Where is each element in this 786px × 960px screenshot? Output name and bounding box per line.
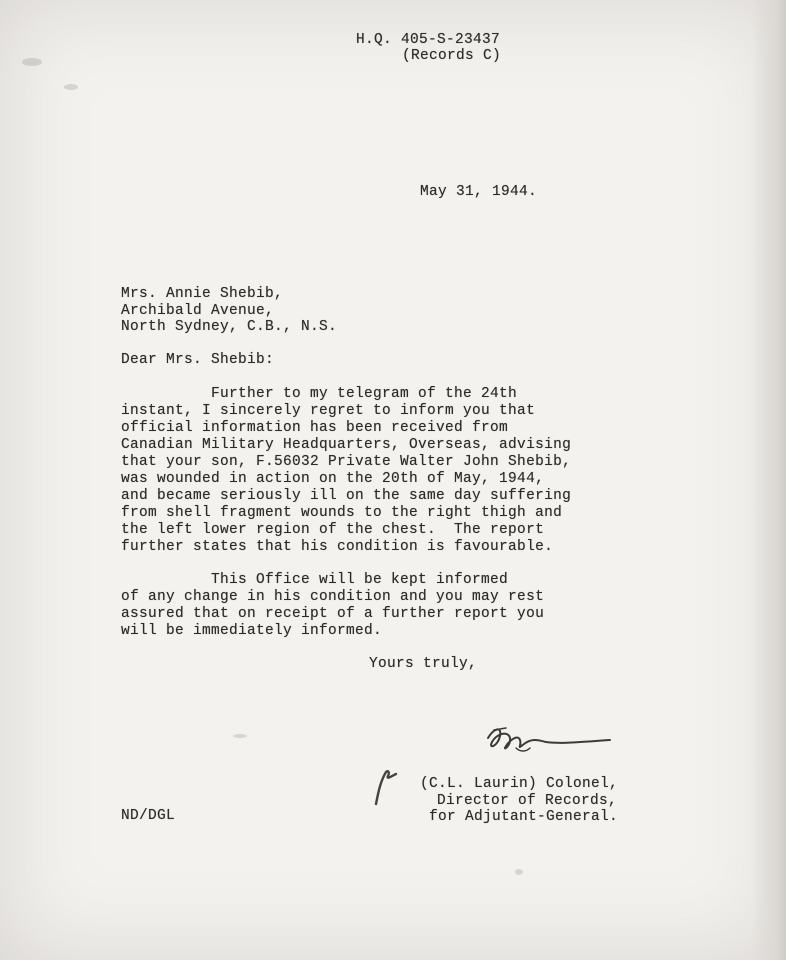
complimentary-closing: Yours truly, [369, 656, 478, 672]
paper-edge-shadow [752, 0, 786, 960]
letter-date: May 31, 1944. [420, 184, 538, 200]
recipient-city: North Sydney, C.B., N.S. [121, 319, 338, 335]
body-line: Canadian Military Headquarters, Overseas, advising [121, 437, 572, 453]
scan-smudge [233, 734, 247, 738]
body-line: Further to my telegram of the 24th [121, 386, 518, 402]
scan-smudge [64, 84, 78, 90]
signatory-name-rank: (C.L. Laurin) Colonel, [420, 776, 619, 792]
salutation: Dear Mrs. Shebib: [121, 352, 275, 368]
scan-smudge [22, 58, 42, 66]
handwritten-signature [480, 716, 620, 766]
body-line: and became seriously ill on the same day suffering [121, 488, 572, 504]
recipient-name: Mrs. Annie Shebib, [121, 286, 284, 302]
body-line: from shell fragment wounds to the right thigh and [121, 505, 563, 521]
body-line: the left lower region of the chest. The report [121, 522, 545, 538]
body-line: of any change in his condition and you may rest [121, 589, 545, 605]
body-line: further states that his condition is favourable. [121, 539, 554, 555]
file-reference-records: (Records C) [402, 48, 502, 64]
body-line: was wounded in action on the 20th of May, 1944, [121, 471, 545, 487]
body-line: official information has been received from [121, 420, 509, 436]
body-line: instant, I sincerely regret to inform you that [121, 403, 536, 419]
body-line: assured that on receipt of a further report you [121, 606, 545, 622]
file-reference-number: H.Q. 405-S-23437 [356, 32, 501, 48]
reference-initials: ND/DGL [121, 808, 176, 824]
body-line: This Office will be kept informed [121, 572, 509, 588]
handwritten-mark [366, 760, 406, 810]
body-line: that your son, F.56032 Private Walter John Shebib, [121, 454, 572, 470]
body-line: will be immediately informed. [121, 623, 383, 639]
recipient-street: Archibald Avenue, [121, 303, 275, 319]
scan-smudge [515, 869, 523, 875]
signatory-title: Director of Records, [437, 793, 618, 809]
signatory-on-behalf: for Adjutant-General. [429, 809, 619, 825]
